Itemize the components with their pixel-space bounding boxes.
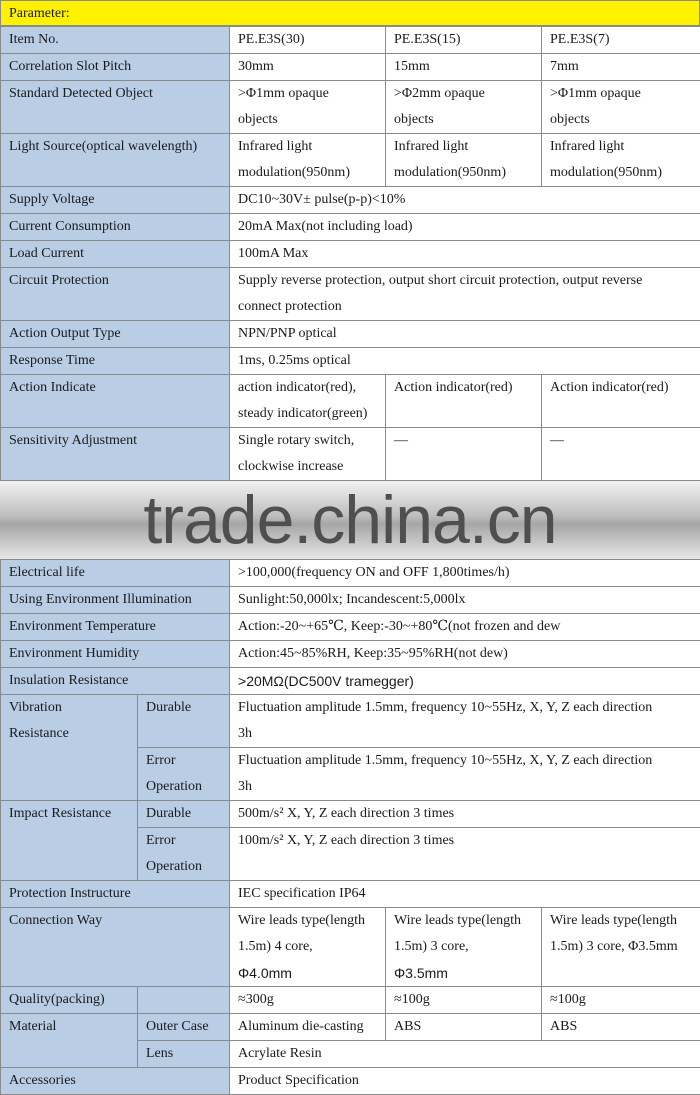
text-part: 1.5m) [394,939,427,954]
table-row [1,321,700,348]
cell-value [230,908,386,987]
text-part: Φ3.5mm [394,960,533,986]
text-part: indicator(red), [276,380,356,395]
row-label: Action Indicate [1,375,230,428]
cell-value [542,908,700,987]
cell-value [230,695,700,748]
cell-value [230,268,700,321]
text-part: Wire [394,913,421,928]
row-label: Item No. [1,27,230,54]
table-row [1,81,700,134]
cell-value [230,375,386,428]
cell-value: 100mA Max [230,241,700,268]
model-15: PE.E3S(15) [386,27,542,54]
table-row [1,695,700,748]
text-part: clockwise increase [238,454,377,480]
text-part: modulation(950nm) [550,160,692,186]
text-part: Supply reverse protection, output short circuit protection, output reverse [238,268,692,294]
table-row [1,641,700,668]
cell-value: >20MΩ(DC500V tramegger) [230,668,700,695]
cell-value: ABS [542,1014,700,1041]
model-30: PE.E3S(30) [230,27,386,54]
text-part: >Φ2mm [394,86,441,101]
cell-value: NPN/PNP optical [230,321,700,348]
watermark-text: trade.china.cn [0,481,700,559]
sub-label: Durable [138,801,230,828]
text-part: Operation [146,774,221,800]
cell-value: DC10~30V± pulse(p-p)<10% [230,187,700,214]
parameter-header: Parameter: [0,0,700,26]
parameter-table-bottom [0,559,700,1095]
table-row [1,428,700,481]
text-part: Error [146,828,221,854]
text-part: Φ4.0mm [238,960,377,986]
text-part: modulation(950nm) [394,160,533,186]
text-part: Infrared [394,139,439,154]
table-row [1,214,700,241]
cell-value: Sunlight:50,000lx; Incandescent:5,000lx [230,587,700,614]
cell-value: ≈100g [386,987,542,1014]
text-part: steady indicator(green) [238,401,377,427]
row-label: Environment Temperature [1,614,230,641]
row-label: Environment Humidity [1,641,230,668]
text-part: Single [238,433,274,448]
cell-value: ABS [386,1014,542,1041]
row-label: Electrical life [1,560,230,587]
cell-value [386,134,542,187]
text-part: leads [425,913,454,928]
table-row [1,187,700,214]
table-row [1,560,700,587]
table-row [1,987,700,1014]
text-part: action [238,380,272,395]
cell-value [230,81,386,134]
text-part: Resistance [9,721,129,747]
text-part: Error [146,748,221,774]
text-part: connect protection [238,294,692,320]
cell-value [386,81,542,134]
row-label: Supply Voltage [1,187,230,214]
row-label: Sensitivity Adjustment [1,428,230,481]
text-part: type(length [301,913,365,928]
cell-value: 20mA Max(not including load) [230,214,700,241]
text-part: objects [394,107,533,133]
cell-value [542,81,700,134]
row-label: Correlation Slot Pitch [1,54,230,81]
table-row [1,908,700,987]
cell-value: 7mm [542,54,700,81]
text-part: objects [238,107,377,133]
row-label: Insulation Resistance [1,668,230,695]
table-row [1,134,700,187]
text-part: 4 [275,939,282,954]
text-part: Vibration [9,695,129,721]
text-part: rotary [277,433,310,448]
table-row [1,614,700,641]
cell-value [542,134,700,187]
cell-value: Product Specification [230,1068,700,1095]
row-label: Light Source(optical wavelength) [1,134,230,187]
parameter-table-top [0,26,700,481]
text-part: objects [550,107,692,133]
row-label: Material [1,1014,138,1068]
text-part: Operation [146,854,221,880]
table-row [1,881,700,908]
text-part: core, [285,939,313,954]
text-part: Infrared [550,139,595,154]
cell-value: Action indicator(red) [386,375,542,428]
cell-value: ≈300g [230,987,386,1014]
text-part: type(length [613,913,677,928]
sub-label: Durable [138,695,230,748]
row-label: Standard Detected Object [1,81,230,134]
cell-value: — [386,428,542,481]
text-part: opaque [288,86,328,101]
sub-label [138,828,230,881]
text-part: Wire [550,913,577,928]
row-label: Accessories [1,1068,230,1095]
table-row [1,1068,700,1095]
text-part: opaque [600,86,640,101]
row-label: Quality(packing) [1,987,138,1014]
text-part: 3h [238,774,692,800]
table-row [1,27,700,54]
text-part: 3h [238,721,692,747]
text-part: Wire [238,913,265,928]
model-7: PE.E3S(7) [542,27,700,54]
cell-value: IEC specification IP64 [230,881,700,908]
table-row [1,268,700,321]
cell-value: 15mm [386,54,542,81]
cell-value [230,134,386,187]
table-row [1,801,700,828]
text-part: leads [269,913,298,928]
text-part: >Φ1mm [238,86,285,101]
text-part: opaque [444,86,484,101]
row-label: Impact Resistance [1,801,138,881]
text-part: type(length [457,913,521,928]
cell-value: Action:-20~+65℃, Keep:-30~+80℃(not frozen and dew [230,614,700,641]
cell-value: ≈100g [542,987,700,1014]
text-part: 1.5m) 3 core, Φ3.5mm [550,934,692,960]
cell-value: — [542,428,700,481]
cell-value: 500m/s² X, Y, Z each direction 3 times [230,801,700,828]
row-label: Response Time [1,348,230,375]
text-part: leads [581,913,610,928]
row-label: Action Output Type [1,321,230,348]
cell-value: Acrylate Resin [230,1041,700,1068]
cell-value [386,908,542,987]
table-row [1,668,700,695]
cell-value: 30mm [230,54,386,81]
text-part: core, [441,939,469,954]
text-part: Fluctuation amplitude 1.5mm, frequency 10~55Hz, X, Y, Z each direction [238,748,692,774]
cell-value: 1ms, 0.25ms optical [230,348,700,375]
text-part: light [599,139,625,154]
row-label: Protection Instructure [1,881,230,908]
row-label-spacer [138,987,230,1014]
text-part: light [443,139,469,154]
row-label: Using Environment Illumination [1,587,230,614]
cell-value: Action indicator(red) [542,375,700,428]
text-part: 3 [431,939,438,954]
row-label: Circuit Protection [1,268,230,321]
cell-value: 100m/s² X, Y, Z each direction 3 times [230,828,700,881]
sub-label: Lens [138,1041,230,1068]
cell-value [230,748,700,801]
row-label [1,695,138,801]
text-part: Infrared [238,139,283,154]
table-row [1,1014,700,1041]
row-label: Current Consumption [1,214,230,241]
sub-label [138,748,230,801]
watermark-band [0,481,700,559]
text-part: >Φ1mm [550,86,597,101]
cell-value: Aluminum die-casting [230,1014,386,1041]
text-part: light [287,139,313,154]
cell-value [230,428,386,481]
table-row [1,54,700,81]
text-part: Fluctuation amplitude 1.5mm, frequency 10~55Hz, X, Y, Z each direction [238,695,692,721]
text-part: switch, [314,433,354,448]
cell-value: Action:45~85%RH, Keep:35~95%RH(not dew) [230,641,700,668]
row-label: Connection Way [1,908,230,987]
sub-label: Outer Case [138,1014,230,1041]
table-row [1,348,700,375]
row-label: Load Current [1,241,230,268]
table-row [1,587,700,614]
cell-value: >100,000(frequency ON and OFF 1,800times/h) [230,560,700,587]
table-row [1,375,700,428]
table-row [1,241,700,268]
text-part: 1.5m) [238,939,271,954]
text-part: modulation(950nm) [238,160,377,186]
